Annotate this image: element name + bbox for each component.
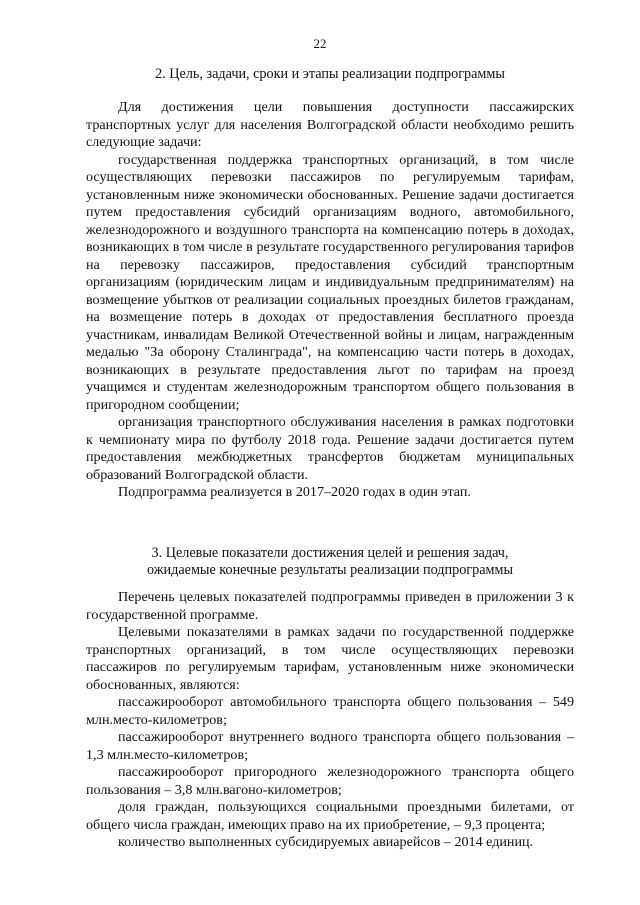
- section-2-heading: 2. Цель, задачи, сроки и этапы реализации подпрограммы: [155, 66, 505, 82]
- paragraph: Целевыми показателями в рамках задачи по государственной поддержке транспортных организаций, в том числе осуществляющих перевозки пассажиров по регулируемым тарифам, установленным ниже экономически обоснованных, являются:: [86, 624, 574, 693]
- section-3-heading-line-2: ожидаемые конечные результаты реализации подпрограммы: [147, 562, 513, 578]
- paragraph: доля граждан, пользующихся социальными проездными билетами, от общего числа граждан, имеющих право на их приобретение, – 9,3 процента;: [86, 799, 574, 833]
- section-3-heading: [60, 545, 600, 579]
- paragraph: государственная поддержка транспортных организаций, в том числе осуществляющих перевозки пассажиров по регулируемым тарифам, установленным ниже экономически обоснованных. Решение задачи достигается путем предоставления субсидий организациям водного, автомобильного, железнодорожного и воздушного транспорта на компенсацию потерь в доходах, возникающих в том числе в результате государственного регулирования тарифов на перевозку пассажиров, предоставления субсидий транспортным организациям (юридическим лицам и индивидуальным предпринимателям) на возмещение убытков от реализации социальных проездных билетов гражданам, на возмещение потерь в доходах от предоставления бесплатного проезда участникам, инвалидам Великой Отечественной войны и лицам, награжденным медалью "За оборону Сталинграда", на компенсацию части потерь в доходах, возникающих в результате предоставления льгот по тарифам на проезд учащимся и студентам железнодорожным транспортом общего пользования в пригородном сообщении;: [86, 151, 574, 413]
- section-3-body: [86, 589, 574, 852]
- paragraph: Подпрограмма реализуется в 2017–2020 годах в один этап.: [118, 484, 471, 500]
- paragraph: пассажирооборот пригородного железнодорожного транспорта общего пользования – 3,8 млн.вагоно-километров;: [86, 764, 574, 798]
- paragraph: Перечень целевых показателей подпрограммы приведен в приложении 3 к государственной программе.: [86, 589, 574, 623]
- paragraph: организация транспортного обслуживания населения в рамках подготовки к чемпионату мира по футболу 2018 года. Решение задачи достигается путем предоставления межбюджетных трансфертов бюджетам муниципальных образований Волгоградской области.: [86, 414, 574, 483]
- paragraph: количество выполненных субсидируемых авиарейсов – 2014 единиц.: [118, 834, 534, 850]
- page-number: 22: [313, 36, 327, 51]
- paragraph: пассажирооборот автомобильного транспорта общего пользования – 549 млн.место-километров;: [86, 694, 574, 728]
- paragraph: Для достижения цели повышения доступности пассажирских транспортных услуг для населения Волгоградской области необходимо решить следующие задачи:: [86, 99, 574, 150]
- section-3-heading-line-1: 3. Целевые показатели достижения целей и решения задач,: [151, 545, 509, 561]
- paragraph: пассажирооборот внутреннего водного транспорта общего пользования – 1,3 млн.место-километров;: [86, 729, 574, 763]
- section-2-body: [86, 99, 574, 502]
